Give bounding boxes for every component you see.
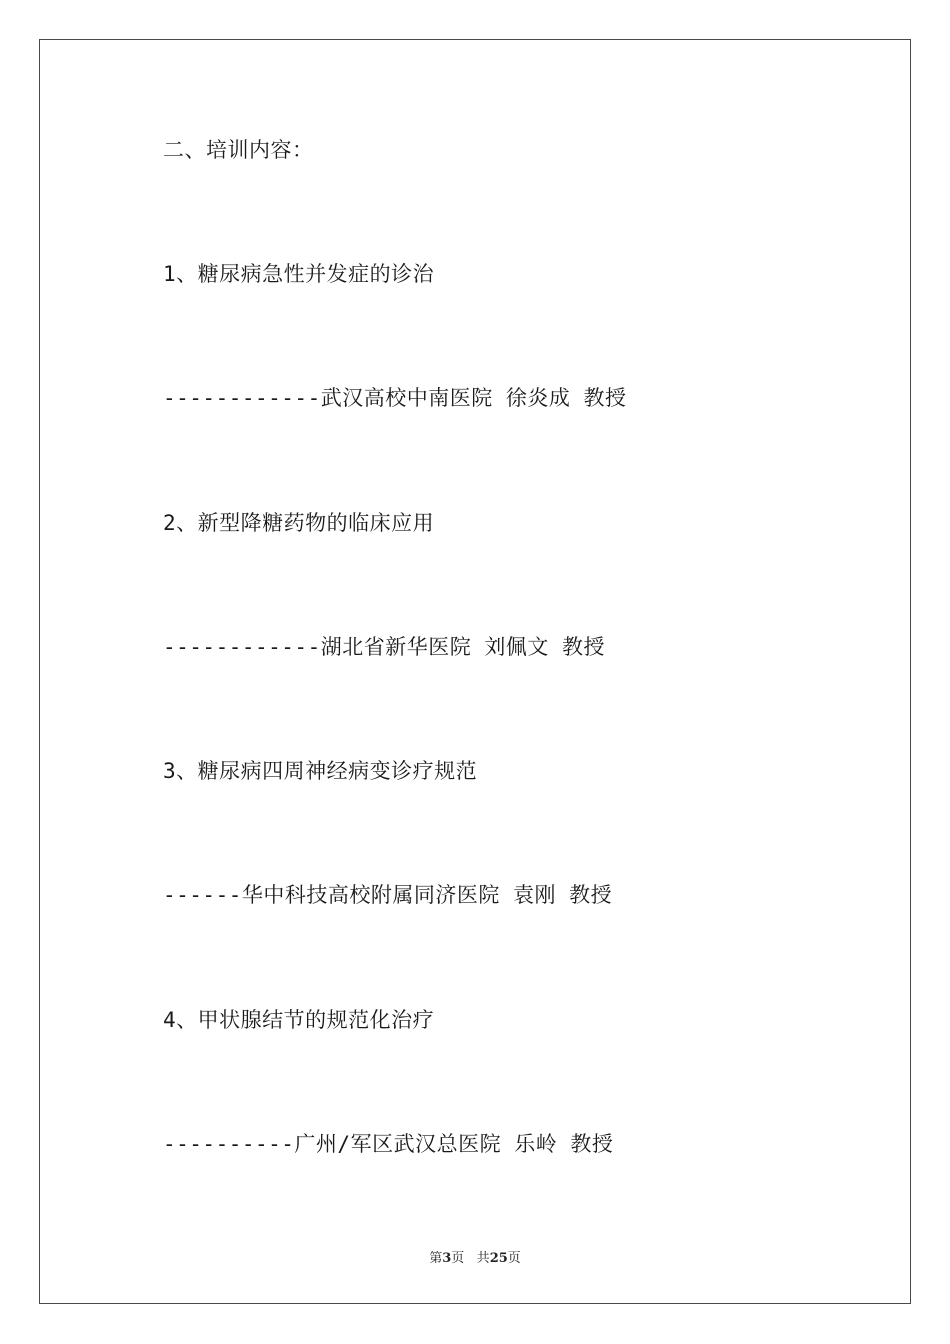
item-1-title: 1、糖尿病急性并发症的诊治 <box>163 262 435 286</box>
page-border <box>39 39 911 1304</box>
page-number: 3 <box>442 1251 452 1266</box>
total-prefix: 共 <box>476 1251 490 1266</box>
section-heading: 二、培训内容： <box>163 138 314 162</box>
total-suffix: 页 <box>507 1251 521 1266</box>
page-footer <box>0 1247 950 1266</box>
item-4-speaker: ----------广州/军区武汉总医院 乐岭 教授 <box>163 1132 614 1156</box>
item-2-title: 2、新型降糖药物的临床应用 <box>163 511 435 535</box>
item-1-speaker: ------------武汉高校中南医院 徐炎成 教授 <box>163 386 627 410</box>
item-4-title: 4、甲状腺结节的规范化治疗 <box>163 1008 435 1032</box>
item-2-speaker: ------------湖北省新华医院 刘佩文 教授 <box>163 635 606 659</box>
total-pages: 25 <box>489 1251 508 1266</box>
item-3-title: 3、糖尿病四周神经病变诊疗规范 <box>163 759 478 783</box>
item-3-speaker: ------华中科技高校附属同济医院 袁刚 教授 <box>163 883 613 907</box>
page-suffix: 页 <box>451 1251 465 1266</box>
page-prefix: 第 <box>429 1251 443 1266</box>
